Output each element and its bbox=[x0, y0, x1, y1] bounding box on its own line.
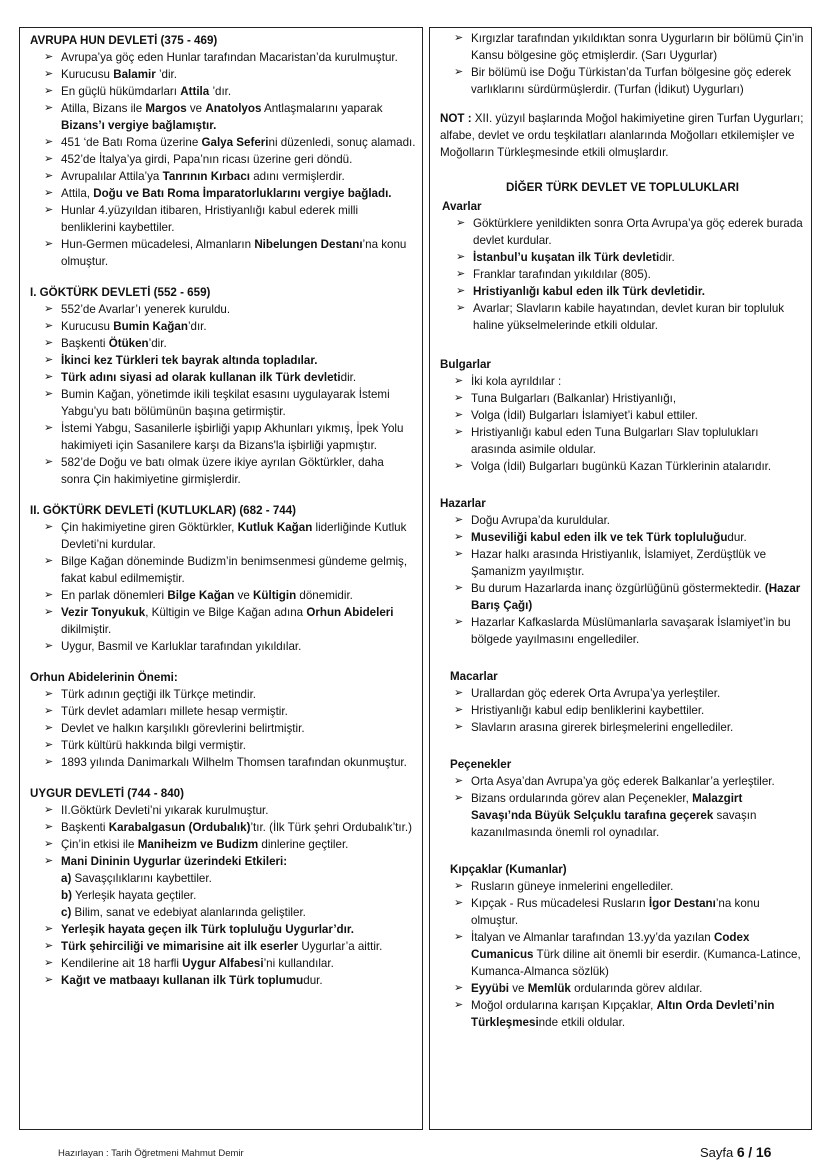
bold-text: İgor Destanı bbox=[648, 897, 716, 910]
text: Doğu Avrupa’da kuruldular. bbox=[471, 514, 611, 527]
list-item bbox=[454, 407, 805, 424]
bullet-list bbox=[450, 878, 805, 1031]
list-item bbox=[456, 283, 805, 300]
main-title: DİĞER TÜRK DEVLET VE TOPLULUKLARI bbox=[506, 181, 739, 194]
list-item bbox=[44, 972, 416, 989]
page-total: 16 bbox=[755, 1144, 772, 1160]
list-item bbox=[44, 134, 416, 151]
text: Göktürklere yenildikten sonra Orta Avrupa’ya göç ederek burada devlet kurdular. bbox=[473, 217, 803, 247]
text: ’na konu olmuştur. bbox=[61, 238, 407, 268]
text: Kırgızlar tarafından yıkıldıktan sonra Uygurların bir bölümü Çin’in Kansu bölgesine göç etmişlerdir. (Sarı Uygurlar) bbox=[471, 32, 804, 62]
text: En parlak dönemleri bbox=[61, 589, 168, 602]
text: Hazar halkı arasında Hristiyanlık, İslamiyet, Zerdüştlük ve Şamanizm yayılmıştır. bbox=[471, 548, 767, 578]
section-pecenekler bbox=[450, 756, 805, 841]
bold-text: Vezir Tonyukuk bbox=[61, 606, 146, 619]
text: Bu durum Hazarlarda inanç özgürlüğünü göstermektedir. bbox=[471, 582, 765, 595]
text: İtalyan ve Almanlar tarafından 13.yy’da yazılan bbox=[471, 931, 714, 944]
text: Hristiyanlığı kabul edip benliklerini kaybettiler. bbox=[471, 704, 705, 717]
text: ’ni kullandılar. bbox=[263, 957, 334, 970]
list-item bbox=[44, 318, 416, 335]
bold-text: Memlük bbox=[527, 982, 571, 995]
list-item bbox=[44, 519, 416, 553]
text: II.Göktürk Devleti’ni yıkarak kurulmuştur. bbox=[61, 804, 269, 817]
section-title: UYGUR DEVLETİ (744 - 840) bbox=[30, 787, 184, 800]
text: XII. yüzyıl başlarında Moğol hakimiyetine giren Turfan Uygurları; alfabe, devlet ve ordu teşkilatları alanlarında Moğolları etkilemişler ve Moğolların Türkleşmesinde etkili olmuşlardır. bbox=[440, 112, 804, 159]
section-kipcaklar bbox=[450, 861, 805, 1031]
bold-text: Nibelungen Destanı bbox=[254, 238, 363, 251]
text: Volga (İdil) Bulgarları bugünkü Kazan Türklerinin atalarıdır. bbox=[471, 460, 772, 473]
list-item bbox=[44, 853, 416, 921]
list-item bbox=[454, 702, 805, 719]
section-title: Hazarlar bbox=[440, 497, 486, 510]
section-title: I. GÖKTÜRK DEVLETİ (552 - 659) bbox=[30, 286, 211, 299]
list-item bbox=[454, 529, 805, 546]
text: Franklar tarafından yıkıldılar (805). bbox=[473, 268, 651, 281]
list-item bbox=[44, 83, 416, 100]
section-title: Macarlar bbox=[450, 670, 498, 683]
list-item bbox=[454, 424, 805, 458]
list-item bbox=[44, 836, 416, 853]
bold-text: Tanrının Kırbacı bbox=[162, 170, 251, 183]
text: Slavların arasına girerek birleşmelerini engellediler. bbox=[471, 721, 734, 734]
section-title: AVRUPA HUN DEVLETİ (375 - 469) bbox=[30, 34, 218, 47]
section-orhun bbox=[30, 669, 416, 771]
list-item bbox=[44, 921, 416, 938]
text: Kendilerine ait 18 harfli bbox=[61, 957, 183, 970]
page-separator: / bbox=[748, 1144, 753, 1160]
bold-text: Türk şehirciliği ve mimarisine ait ilk eserler bbox=[61, 940, 299, 953]
text: Başkenti bbox=[61, 821, 109, 834]
section-gokturk-2 bbox=[30, 502, 416, 655]
section-avrupa-hun bbox=[30, 32, 416, 270]
text: Kurucusu bbox=[61, 320, 114, 333]
bullet-list bbox=[30, 49, 416, 270]
text: Hazarlar Kafkaslarda Müslümanlarla savaşarak İslamiyet’in bu bölgede yayılmasını engellediler. bbox=[471, 616, 791, 646]
list-item bbox=[44, 236, 416, 270]
text: ’dir. bbox=[148, 337, 167, 350]
list-item bbox=[454, 390, 805, 407]
text: ni düzenledi, sonuç alamadı. bbox=[268, 136, 416, 149]
text: dur. bbox=[303, 974, 323, 987]
bold-text: Bilge Kağan bbox=[167, 589, 235, 602]
list-item bbox=[454, 980, 805, 997]
text: dinlerine geçtiler. bbox=[258, 838, 349, 851]
text: Bizans ordularında görev alan Peçenekler, bbox=[471, 792, 693, 805]
bold-text: Balamir bbox=[113, 68, 156, 81]
bold-text: Margos bbox=[145, 102, 187, 115]
text: Türk kültürü hakkında bilgi vermiştir. bbox=[61, 739, 246, 752]
text: Kurucusu bbox=[61, 68, 114, 81]
text: ’tır. (İlk Türk şehri Ordubalık’tır.) bbox=[250, 821, 412, 834]
text: 451 ‘de Batı Roma üzerine bbox=[61, 136, 202, 149]
list-item bbox=[44, 938, 416, 955]
text: Yerleşik hayata geçtiler. bbox=[71, 889, 197, 902]
text: İki kola ayrıldılar : bbox=[471, 375, 562, 388]
bold-text: Uygur Alfabesi bbox=[182, 957, 264, 970]
footer-page-number bbox=[700, 1144, 771, 1160]
bold-text: Hristiyanlığı kabul eden ilk Türk devletidir. bbox=[473, 285, 705, 298]
text: ve bbox=[509, 982, 528, 995]
list-item bbox=[44, 151, 416, 168]
list-item bbox=[44, 369, 416, 386]
list-item bbox=[44, 955, 416, 972]
bold-text: Orhun Abideleri bbox=[306, 606, 394, 619]
bullet-list bbox=[440, 512, 805, 648]
list-item bbox=[454, 878, 805, 895]
section-hazarlar bbox=[440, 495, 805, 648]
bold-text: İkinci kez Türkleri tek bayrak altında topladılar. bbox=[61, 354, 318, 367]
bullet-list bbox=[30, 686, 416, 771]
section-uygur bbox=[30, 785, 416, 989]
text: Hristiyanlığı kabul eden Tuna Bulgarları Slav toplulukları arasında asimile oldular. bbox=[471, 426, 759, 456]
text: Avrupa’ya göç eden Hunlar tarafından Macaristan’da kurulmuştur. bbox=[61, 51, 398, 64]
text: , Kültigin ve Bilge Kağan adına bbox=[145, 606, 307, 619]
list-item bbox=[44, 386, 416, 420]
text: ve bbox=[234, 589, 254, 602]
text: Moğol ordularına karışan Kıpçaklar, bbox=[471, 999, 657, 1012]
list-item bbox=[456, 300, 805, 334]
text: Orta Asya’dan Avrupa’ya göç ederek Balkanlar’a yerleştiler. bbox=[471, 775, 775, 788]
text: Bumin Kağan, yönetimde ikili teşkilat esasını uygulayarak İstemi Yabgu’yu batı bölümünün başına getirmiştir. bbox=[61, 388, 390, 418]
bold-text: b) bbox=[61, 889, 72, 902]
bold-text: Eyyübi bbox=[471, 982, 510, 995]
bold-text: Codex Cumanicus bbox=[471, 931, 750, 961]
text: Bir bölümü ise Doğu Türkistan’da Turfan bölgesine göç ederek varlıklarını sürdürmüşlerdir. (Turfan (İdikut) Uygurları) bbox=[471, 66, 792, 96]
list-item bbox=[44, 168, 416, 185]
section-title: Avarlar bbox=[442, 200, 482, 213]
text: Türk adının geçtiği ilk Türkçe metindir. bbox=[61, 688, 257, 701]
bold-text: Kağıt ve matbaayı kullanan ilk Türk toplumu bbox=[61, 974, 304, 987]
text: liderliğinde Kutluk Devleti’ni kurdular. bbox=[61, 521, 407, 551]
bold-text: Kültigin bbox=[253, 589, 297, 602]
bold-text: Mani Dininin Uygurlar üzerindeki Etkileri: bbox=[61, 855, 288, 868]
text: Başkenti bbox=[61, 337, 109, 350]
bold-text: Doğu ve Batı Roma İmparatorluklarını vergiye bağladı. bbox=[93, 187, 392, 200]
text: 552’de Avarlar’ı yenerek kuruldu. bbox=[61, 303, 231, 316]
list-item bbox=[454, 546, 805, 580]
list-item bbox=[454, 64, 805, 98]
section-gokturk-1 bbox=[30, 284, 416, 488]
text: Avrupalılar Attila’ya bbox=[61, 170, 163, 183]
text: dir. bbox=[340, 371, 357, 384]
note-paragraph bbox=[440, 110, 805, 161]
text: Çin’in etkisi ile bbox=[61, 838, 138, 851]
list-item bbox=[44, 49, 416, 66]
list-item bbox=[454, 997, 805, 1031]
bold-text: Altın Orda Devleti’nin Türkleşmesi bbox=[471, 999, 775, 1029]
list-item bbox=[44, 703, 416, 720]
text: dir. bbox=[659, 251, 675, 264]
list-item bbox=[44, 638, 416, 655]
text: Hun-Germen mücadelesi, Almanların bbox=[61, 238, 255, 251]
bold-text: Karabalgasun (Ordubalık) bbox=[108, 821, 251, 834]
bullet-list bbox=[30, 301, 416, 488]
text: Avarlar; Slavların kabile hayatından, devlet kuran bir topluluk haline yükselmelerinde etkili oldular. bbox=[473, 302, 785, 332]
bold-text: NOT : bbox=[440, 112, 472, 125]
bold-text: Türk adını siyasi ad olarak kullanan ilk Türk devleti bbox=[61, 371, 341, 384]
list-item bbox=[44, 720, 416, 737]
text: nde etkili oldular. bbox=[538, 1016, 626, 1029]
text: dikilmiştir. bbox=[61, 623, 112, 636]
list-item bbox=[454, 895, 805, 929]
text: 452’de İtalya’ya girdi, Papa’nın ricası üzerine geri döndü. bbox=[61, 153, 353, 166]
text: dur. bbox=[727, 531, 747, 544]
text: savaşın kazanılmasında önemli rol oynadılar. bbox=[471, 809, 757, 839]
text: Attila, bbox=[61, 187, 94, 200]
bold-text: Bizans’ı vergiye bağlamıştır. bbox=[61, 119, 217, 132]
text: ’dir. bbox=[155, 68, 177, 81]
list-item bbox=[454, 773, 805, 790]
text: Çin hakimiyetine giren Göktürkler, bbox=[61, 521, 238, 534]
list-item bbox=[454, 458, 805, 475]
list-item bbox=[44, 454, 416, 488]
list-item bbox=[456, 215, 805, 249]
text: 1893 yılında Danimarkalı Wilhelm Thomsen tarafından okunmuştur. bbox=[61, 756, 407, 769]
bullet-list bbox=[440, 30, 805, 98]
list-item bbox=[454, 719, 805, 736]
section-bulgarlar bbox=[440, 356, 805, 475]
list-item bbox=[44, 185, 416, 202]
text: Atilla, Bizans ile bbox=[61, 102, 146, 115]
bullet-list bbox=[450, 773, 805, 841]
list-item bbox=[44, 737, 416, 754]
list-item bbox=[44, 754, 416, 771]
bullet-list bbox=[442, 215, 805, 334]
right-column bbox=[429, 27, 812, 1130]
list-item bbox=[454, 614, 805, 648]
section-macarlar bbox=[450, 668, 805, 736]
list-item bbox=[44, 604, 416, 638]
list-item bbox=[44, 202, 416, 236]
text: Bilim, sanat ve edebiyat alanlarında geliştiler. bbox=[71, 906, 306, 919]
bullet-list bbox=[30, 519, 416, 655]
left-column bbox=[19, 27, 423, 1130]
text: Urallardan göç ederek Orta Avrupa’ya yerleştiler. bbox=[471, 687, 721, 700]
list-item bbox=[44, 819, 416, 836]
list-item bbox=[454, 929, 805, 980]
section-title: Peçenekler bbox=[450, 758, 512, 771]
bold-text: Bumin Kağan bbox=[113, 320, 188, 333]
text: Bilge Kağan döneminde Budizm’in benimsenmesi gündeme gelmiş, fakat kabul edilmemiştir. bbox=[61, 555, 408, 585]
list-item bbox=[44, 335, 416, 352]
bullet-list bbox=[440, 373, 805, 475]
bold-text: c) bbox=[61, 906, 72, 919]
list-item bbox=[456, 266, 805, 283]
bold-text: Malazgirt Savaşı’nda Büyük Selçuklu tarafına geçerek bbox=[471, 792, 743, 822]
text: Kıpçak - Rus mücadelesi Rusların bbox=[471, 897, 649, 910]
list-item bbox=[44, 802, 416, 819]
bold-text: İstanbul’u kuşatan ilk Türk devleti bbox=[473, 251, 660, 264]
bold-text: Ötüken bbox=[108, 337, 149, 350]
bold-text: Maniheizm ve Budizm bbox=[137, 838, 259, 851]
text: ’dır. bbox=[187, 320, 207, 333]
list-item bbox=[44, 553, 416, 587]
text: dönemidir. bbox=[296, 589, 353, 602]
bullet-list bbox=[450, 685, 805, 736]
list-item bbox=[454, 373, 805, 390]
text: İstemi Yabgu, Sasanilerle işbirliği yapıp Akhunları yıkmış, İpek Yolu hakimiyeti için Sasanilere karşı da Bizans'la işbirliği yapmıştır. bbox=[61, 422, 404, 452]
list-item bbox=[44, 301, 416, 318]
section-title: Bulgarlar bbox=[440, 358, 491, 371]
text: Devlet ve halkın karşılıklı görevlerini belirtmiştir. bbox=[61, 722, 305, 735]
text: 582’de Doğu ve batı olmak üzere ikiye ayrılan Göktürkler, daha sonra Çin hakimiyetine girmişlerdir. bbox=[61, 456, 384, 486]
text: ’dır. bbox=[209, 85, 232, 98]
list-item bbox=[44, 587, 416, 604]
list-item bbox=[44, 100, 416, 134]
text: Savaşçılıklarını kaybettiler. bbox=[71, 872, 212, 885]
section-avarlar bbox=[442, 198, 805, 334]
text: Antlaşmalarını yaparak bbox=[261, 102, 383, 115]
text: En güçlü hükümdarları bbox=[61, 85, 181, 98]
text: Rusların güneye inmelerini engellediler. bbox=[471, 880, 674, 893]
section-title: II. GÖKTÜRK DEVLETİ (KUTLUKLAR) (682 - 744) bbox=[30, 504, 297, 517]
bullet-list bbox=[30, 802, 416, 989]
list-item bbox=[44, 352, 416, 369]
text: Tuna Bulgarları (Balkanlar) Hristiyanlığı, bbox=[471, 392, 677, 405]
text: Hunlar 4.yüzyıldan itibaren, Hristiyanlığı kabul ederek milli benliklerini kaybettiler. bbox=[61, 204, 359, 234]
bold-text: Museviliği kabul eden ilk ve tek Türk topluluğu bbox=[471, 531, 728, 544]
list-item bbox=[454, 790, 805, 841]
list-item bbox=[454, 685, 805, 702]
text: Uygur, Basmil ve Karluklar tarafından yıkıldılar. bbox=[61, 640, 302, 653]
text: ve bbox=[186, 102, 206, 115]
list-item bbox=[44, 686, 416, 703]
list-item bbox=[454, 580, 805, 614]
text: Uygurlar’a aittir. bbox=[298, 940, 383, 953]
text: adını vermişlerdir. bbox=[250, 170, 345, 183]
text: ordularında görev aldılar. bbox=[570, 982, 703, 995]
text: Türk diline ait önemli bir eserdir. (Kumanca-Latince, Kumanca-Almanca sözlük) bbox=[471, 948, 801, 978]
page-current: 6 bbox=[736, 1144, 745, 1160]
section-title: Kıpçaklar (Kumanlar) bbox=[450, 863, 567, 876]
list-item bbox=[454, 30, 805, 64]
page-label: Sayfa bbox=[700, 1145, 734, 1160]
bold-text: Anatolyos bbox=[205, 102, 262, 115]
text: Türk devlet adamları millete hesap vermiştir. bbox=[61, 705, 288, 718]
bold-text: (Hazar Barış Çağı) bbox=[471, 582, 801, 612]
footer-author: Hazırlayan : Tarih Öğretmeni Mahmut Demir bbox=[58, 1148, 244, 1159]
bold-text: Galya Seferi bbox=[201, 136, 269, 149]
list-item bbox=[44, 420, 416, 454]
text: Volga (İdil) Bulgarları İslamiyet’i kabul ettiler. bbox=[471, 409, 698, 422]
bold-text: Yerleşik hayata geçen ilk Türk topluluğu Uygurlar’dır. bbox=[61, 923, 354, 936]
bold-text: Attila bbox=[180, 85, 210, 98]
bold-text: Kutluk Kağan bbox=[237, 521, 313, 534]
bold-text: a) bbox=[61, 872, 72, 885]
section-title: Orhun Abidelerinin Önemi: bbox=[30, 671, 178, 684]
list-item bbox=[456, 249, 805, 266]
list-item bbox=[454, 512, 805, 529]
list-item bbox=[44, 66, 416, 83]
text: ’na konu olmuştur. bbox=[471, 897, 760, 927]
